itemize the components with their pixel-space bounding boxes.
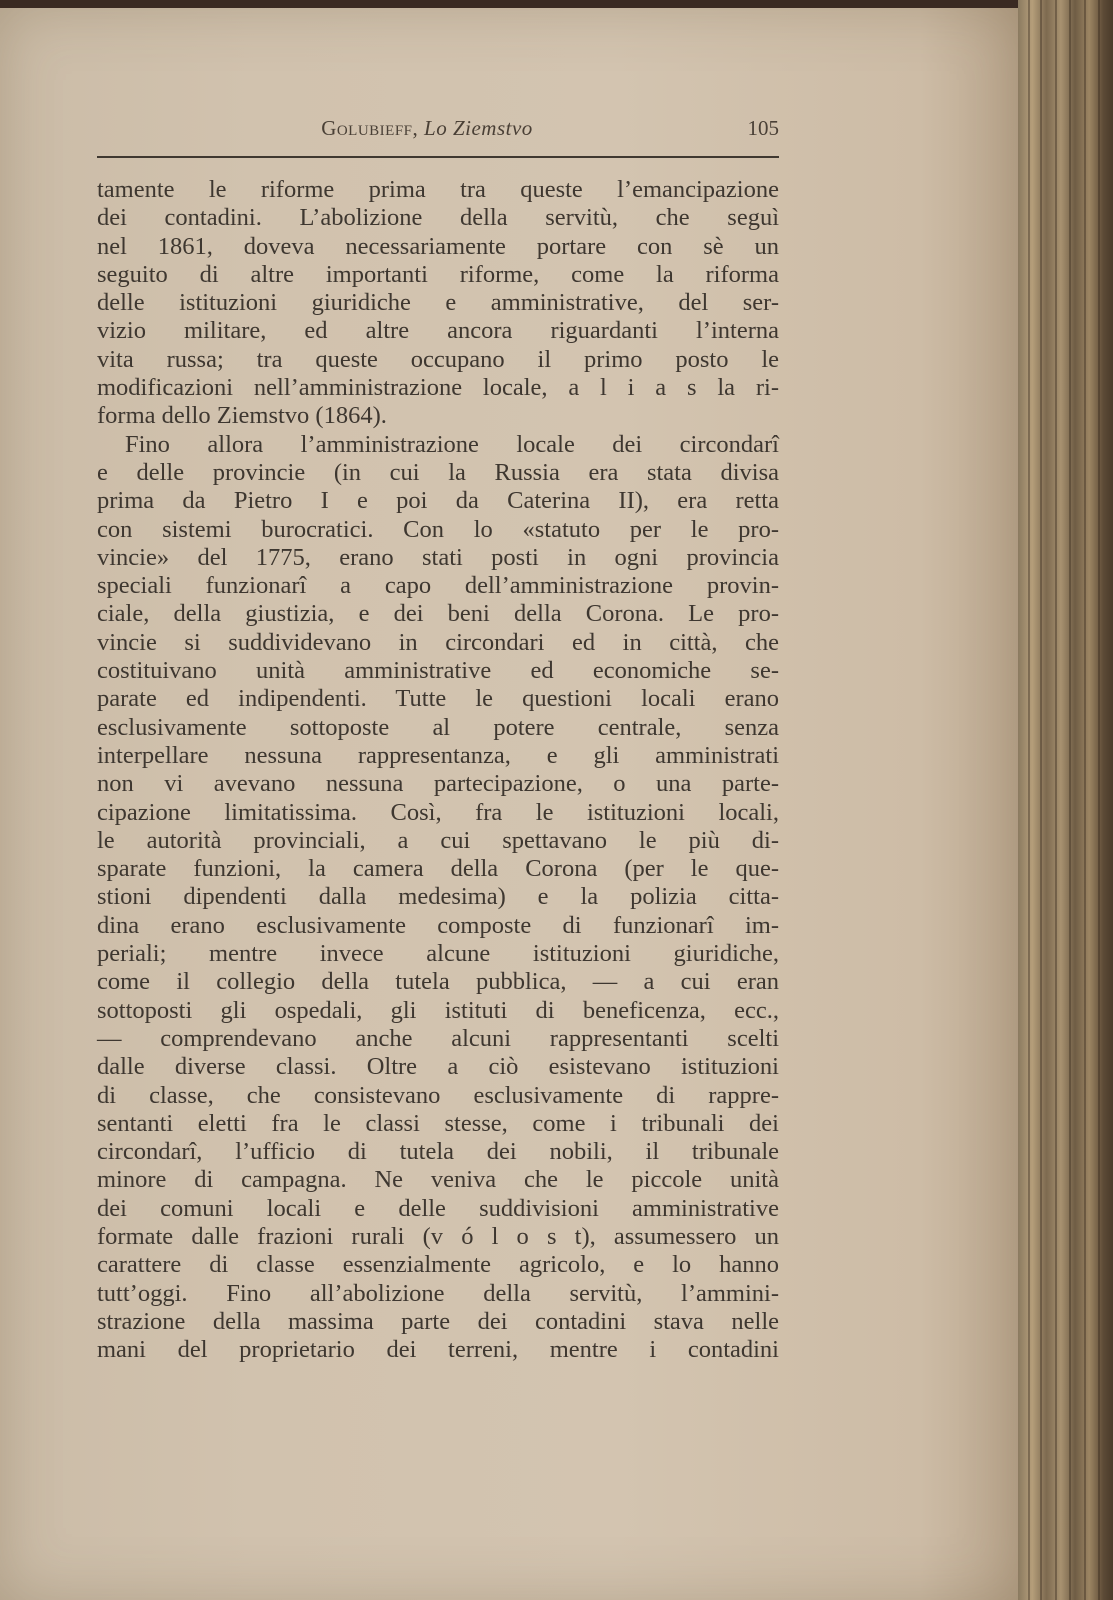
- text-line: esclusivamente sottoposte al potere centrale, senza: [97, 713, 779, 741]
- text-line: cipazione limitatissima. Così, fra le istituzioni locali,: [97, 798, 779, 826]
- text-line: periali; mentre invece alcune istituzioni giuridiche,: [97, 940, 779, 968]
- text-line: sparate funzioni, la camera della Corona (per le que-: [97, 855, 779, 883]
- header-work-title: Lo Ziemstvo: [424, 116, 533, 140]
- text-line: non vi avevano nessuna partecipazione, o una parte-: [97, 770, 779, 798]
- header-author: Golubieff,: [321, 116, 419, 140]
- text-line: prima da Pietro I e poi da Caterina II), era retta: [97, 487, 779, 515]
- text-line: vincie» del 1775, erano stati posti in ogni provincia: [97, 543, 779, 571]
- body-text: [97, 176, 779, 1364]
- text-line: nel 1861, doveva necessariamente portare con sè un: [97, 232, 779, 260]
- text-line: sentanti eletti fra le classi stesse, come i tribunali dei: [97, 1109, 779, 1137]
- text-line: seguito di altre importanti riforme, come la riforma: [97, 260, 779, 288]
- text-line: con sistemi burocratici. Con lo «statuto per le pro-: [97, 515, 779, 543]
- text-line: sottoposti gli ospedali, gli istituti di beneficenza, ecc.,: [97, 996, 779, 1024]
- text-line: interpellare nessuna rappresentanza, e gli amministrati: [97, 741, 779, 769]
- text-line: vincie si suddividevano in circondari ed in città, che: [97, 628, 779, 656]
- text-line: forma dello Ziemstvo (1864).: [97, 402, 387, 430]
- text-line: formate dalle frazioni rurali (v ó l o s t), assumessero un: [97, 1222, 779, 1250]
- text-line: strazione della massima parte dei contadini stava nelle: [97, 1307, 779, 1335]
- text-line: vizio militare, ed altre ancora riguardanti l’interna: [97, 317, 779, 345]
- running-title: [97, 116, 757, 141]
- text-line: e delle provincie (in cui la Russia era stata divisa: [97, 458, 779, 486]
- text-line: modificazioni nell’amministrazione locale, a l i a s la ri-: [97, 374, 779, 402]
- running-header: [97, 112, 779, 148]
- text-line: tutt’oggi. Fino all’abolizione della servitù, l’ammini-: [97, 1279, 779, 1307]
- book-fore-edge: [1018, 0, 1113, 1600]
- text-line: ciale, della giustizia, e dei beni della Corona. Le pro-: [97, 600, 779, 628]
- text-line: costituivano unità amministrative ed economiche se-: [97, 657, 779, 685]
- text-line: le autorità provinciali, a cui spettavano le più di-: [97, 826, 779, 854]
- text-line: delle istituzioni giuridiche e amministrative, del ser-: [97, 289, 779, 317]
- text-line: Fino allora l’amministrazione locale dei circondarî: [125, 430, 779, 458]
- text-line: mani del proprietario dei terreni, mentre i contadini: [97, 1336, 779, 1364]
- text-line: dalle diverse classi. Oltre a ciò esistevano istituzioni: [97, 1053, 779, 1081]
- text-line: dei comuni locali e delle suddivisioni amministrative: [97, 1194, 779, 1222]
- text-line: parate ed indipendenti. Tutte le questioni locali erano: [97, 685, 779, 713]
- text-line: come il collegio della tutela pubblica, — a cui eran: [97, 968, 779, 996]
- text-line: tamente le riforme prima tra queste l’emancipazione: [97, 176, 779, 203]
- text-line: circondarî, l’ufficio di tutela dei nobili, il tribunale: [97, 1138, 779, 1166]
- text-line: stioni dipendenti dalla medesima) e la polizia citta-: [97, 883, 779, 911]
- header-rule: [97, 156, 779, 158]
- text-line: dina erano esclusivamente composte di funzionarî im-: [97, 911, 779, 939]
- text-line: di classe, che consistevano esclusivamente di rappre-: [97, 1081, 779, 1109]
- page-number: 105: [747, 116, 779, 140]
- text-line: dei contadini. L’abolizione della servitù, che seguì: [97, 204, 779, 232]
- text-line: minore di campagna. Ne veniva che le piccole unità: [97, 1166, 779, 1194]
- text-line: vita russa; tra queste occupano il primo posto le: [97, 345, 779, 373]
- text-line: carattere di classe essenzialmente agricolo, e lo hanno: [97, 1251, 779, 1279]
- text-line: speciali funzionarî a capo dell’amministrazione provin-: [97, 572, 779, 600]
- text-line: — comprendevano anche alcuni rappresentanti scelti: [97, 1024, 779, 1052]
